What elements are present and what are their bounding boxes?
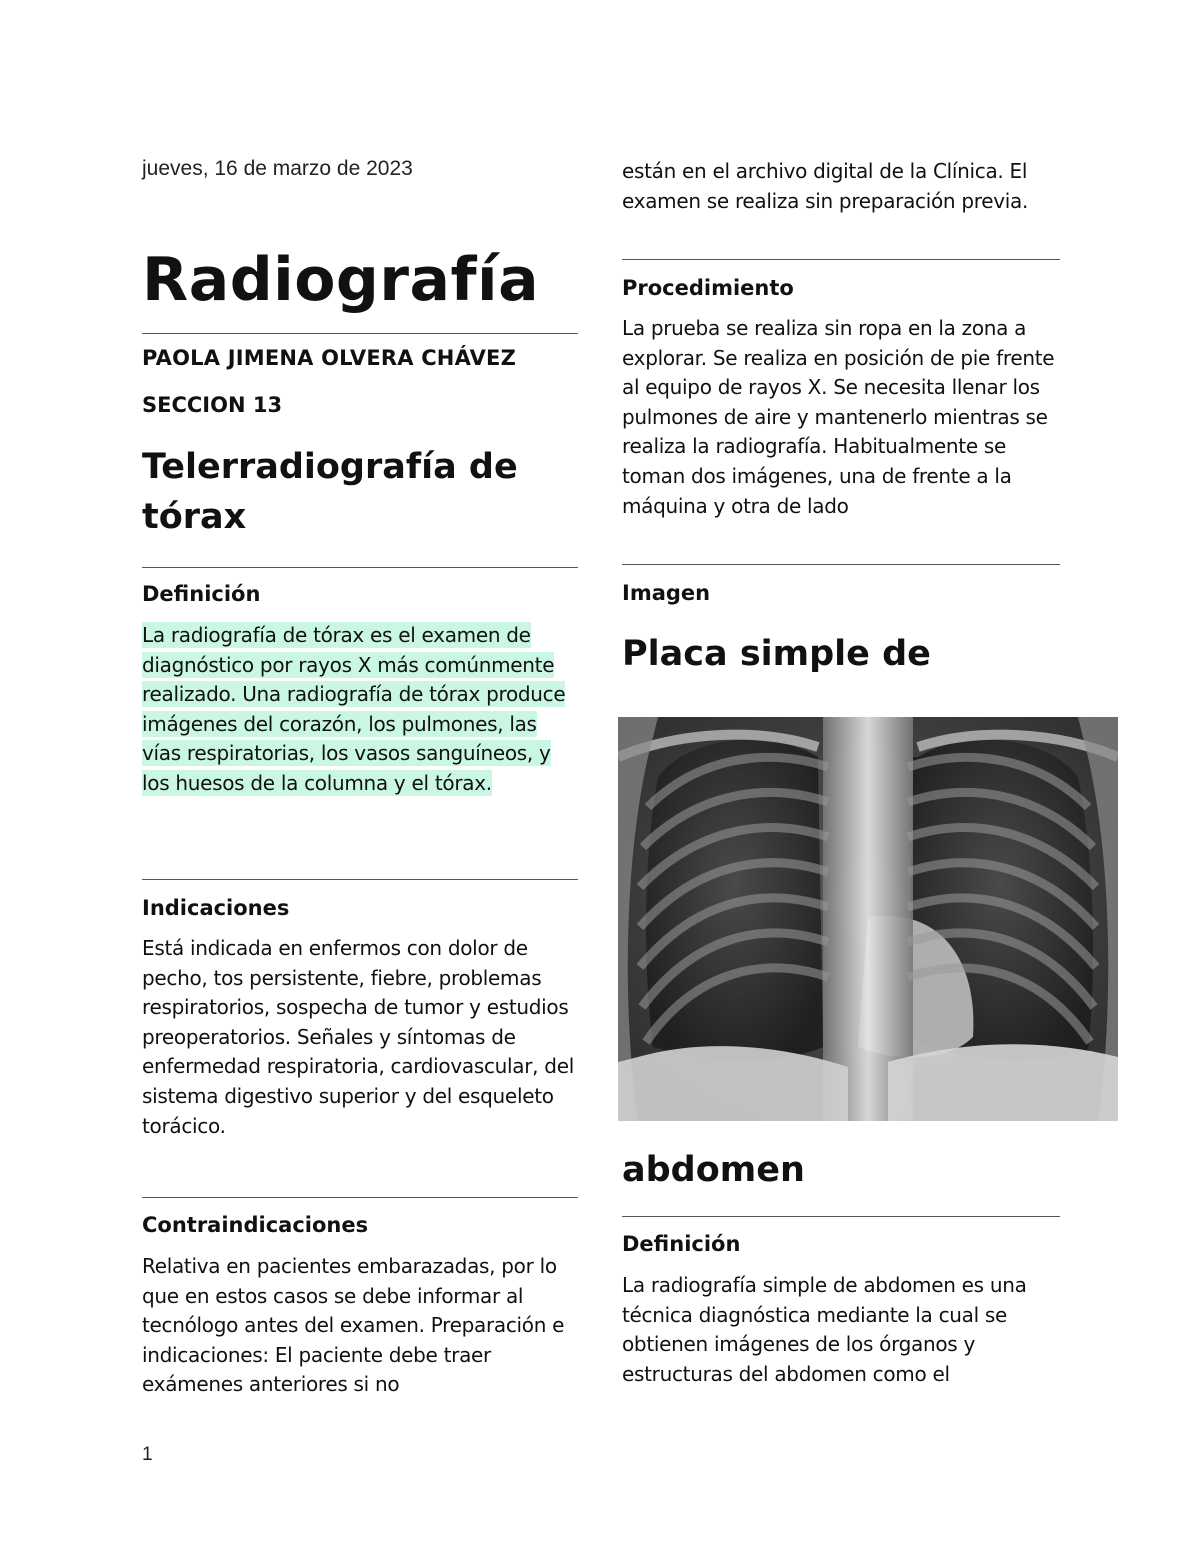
divider	[622, 259, 1060, 260]
definicion-text	[142, 621, 578, 799]
continued-text: están en el archivo digital de la Clínica. El examen se realiza sin preparación previa.	[622, 159, 1029, 213]
divider	[622, 1216, 1060, 1217]
procedimiento-heading: Procedimiento	[622, 276, 794, 300]
indicaciones-heading: Indicaciones	[142, 896, 290, 920]
document-date: jueves, 16 de marzo de 2023	[142, 157, 413, 180]
contraindicaciones-heading: Contraindicaciones	[142, 1213, 369, 1237]
divider	[142, 333, 578, 334]
definicion-text-abdomen: La radiografía simple de abdomen es una técnica diagnóstica mediante la cual se obtienen imágenes de los órganos y estructuras del abdomen como el	[622, 1273, 1027, 1386]
divider	[142, 1197, 578, 1198]
definicion-heading-abdomen: Definición	[622, 1232, 741, 1256]
highlighted-text: La radiografía de tórax es el examen de diagnóstico por rayos X más comúnmente realizado. Una radiografía de tórax produce imágenes del corazón, los pulmones, las vías respiratorias, los vasos sanguíneos, y los huesos de la columna y el tórax.	[142, 623, 566, 795]
author-name: PAOLA JIMENA OLVERA CHÁVEZ	[142, 346, 517, 370]
page-number: 1	[142, 1444, 153, 1465]
imagen-heading: Imagen	[622, 581, 711, 605]
indicaciones-text: Está indicada en enfermos con dolor de pecho, tos persistente, fiebre, problemas respiratorios, sospecha de tumor y estudios preoperatorios. Señales y síntomas de enfermedad respiratoria, cardiovascular, del sistema digestivo superior y del esqueleto torácico.	[142, 936, 574, 1138]
topic-title-thorax: Telerradiografía de tórax	[142, 447, 518, 537]
section-label: SECCION 13	[142, 393, 283, 417]
divider	[142, 567, 578, 568]
procedimiento-text: La prueba se realiza sin ropa en la zona a explorar. Se realiza en posición de pie frente al equipo de rayos X. Se necesita llenar los pulmones de aire y mantenerlo mientras se realiza la radiografía. Habitualmente se toman dos imágenes, una de frente a la máquina y otra de lado	[622, 316, 1055, 518]
definicion-heading: Definición	[142, 582, 261, 606]
chest-xray-drawing	[618, 717, 1118, 1121]
divider	[142, 879, 578, 880]
chest-xray-image	[618, 717, 1118, 1121]
document-title: Radiografía	[142, 245, 540, 315]
topic-title-abdomen-part1: Placa simple de	[622, 634, 931, 674]
contraindicaciones-text: Relativa en pacientes embarazadas, por lo que en estos casos se debe informar al tecnólogo antes del examen. Preparación e indicaciones: El paciente debe traer exámenes anteriores si no	[142, 1254, 565, 1397]
divider	[622, 564, 1060, 565]
topic-title-abdomen-part2: abdomen	[622, 1150, 805, 1190]
